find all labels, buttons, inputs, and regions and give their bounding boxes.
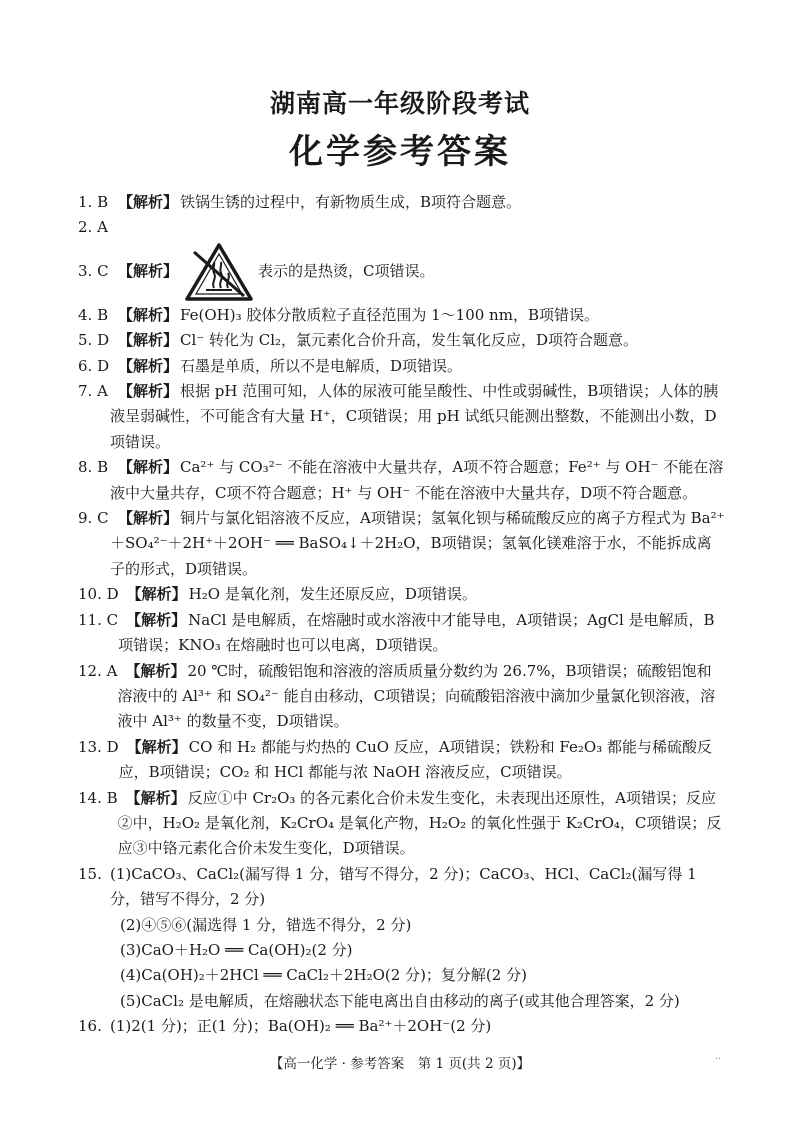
analysis-tag: 【解析】 [126, 610, 187, 629]
answer-item-15 [78, 862, 726, 1014]
answer-text: 反应①中 Cr₂O₃ 的各元素化合价未发生变化，未表现出还原性，A项错误；反应②中，H₂O₂ 是氧化剂，K₂CrO₄ 是氧化产物，H₂O₂ 的氧化性强于 K₂CrO₄，C项错误；反应③中铬元素化合价未发生变化，D项错误。 [117, 788, 722, 858]
answer-item-16 [78, 1014, 726, 1039]
analysis-tag: 【解析】 [126, 737, 187, 756]
analysis-tag: 【解析】 [125, 788, 186, 807]
analysis-tag: 【解析】 [118, 305, 179, 324]
sub-answer-1: (1)2(1 分)；正(1 分)；Ba(OH)₂ ══ Ba²⁺＋2OH⁻(2 分) [110, 1017, 492, 1036]
answer-number: 5. D [78, 331, 110, 350]
answer-item-10 [78, 582, 726, 607]
sub-answer-2: (2)④⑤⑥(漏选得 1 分，错选不得分，2 分) [120, 915, 412, 934]
sub-answer-3: (3)CaO＋H₂O ══ Ca(OH)₂(2 分) [120, 940, 353, 959]
answer-text: NaCl 是电解质，在熔融时或水溶液中才能导电，A项错误；AgCl 是电解质，B项错误；KNO₃ 在熔融时也可以电离，D项错误。 [118, 610, 715, 655]
answer-number: 11. C [78, 610, 119, 629]
answer-text: Cl⁻ 转化为 Cl₂，氯元素化合价升高，发生氧化反应，D项符合题意。 [180, 331, 639, 350]
analysis-tag: 【解析】 [118, 382, 179, 401]
answer-item-13 [78, 735, 726, 786]
answer-text: 根据 pH 范围可知，人体的尿液可能呈酸性、中性或弱碱性，B项错误；人体的胰液呈弱碱性，不可能含有大量 H⁺，C项错误；用 pH 试纸只能测出整数，不能测出小数，D项错误。 [110, 382, 719, 451]
answer-item-2 [78, 215, 726, 240]
answer-text: H₂O 是氧化剂，发生还原反应，D项错误。 [188, 585, 477, 604]
answer-number: 8. B [78, 458, 109, 477]
answer-text: 铁锅生锈的过程中，有新物质生成，B项符合题意。 [180, 193, 522, 211]
sub-answer-4: (4)Ca(OH)₂＋2HCl ══ CaCl₂＋2H₂O(2 分)；复分解(2 分) [120, 966, 527, 985]
answer-text: 20 ℃时，硫酸铝饱和溶液的溶质质量分数约为 26.7%，B项错误；硫酸铝饱和溶液中的 Al³⁺ 和 SO₄²⁻ 能自由移动，C项错误；向硫酸铝溶液中滴加少量氯化钡溶液，溶液中 Al³⁺ 的数量不变，D项错误。 [117, 661, 716, 731]
analysis-tag: 【解析】 [118, 193, 179, 211]
sub-answer-1: (1)CaCO₃、CaCl₂(漏写得 1 分，错写不得分，2 分)；CaCO₃、HCl、CaCl₂(漏写得 1 分，错写不得分，2 分) [110, 864, 697, 909]
analysis-tag: 【解析】 [118, 331, 179, 350]
answer-text: Ca²⁺ 与 CO₃²⁻ 不能在溶液中大量共存，A项不符合题意；Fe²⁺ 与 OH⁻ 不能在溶液中大量共存，C项不符合题意；H⁺ 与 OH⁻ 不能在溶液中大量共存，D项不符合题意。 [110, 458, 724, 502]
answer-item-3 [78, 241, 726, 303]
answer-number: 3. C [78, 262, 109, 281]
exam-title: 湖南高一年级阶段考试 [269, 89, 530, 118]
answer-list [78, 190, 726, 1040]
page-footer: 【高一化学 · 参考答案 第 1 页(共 2 页)】 [269, 1056, 531, 1072]
analysis-tag: 【解析】 [118, 509, 179, 528]
answer-number: 14. B [78, 788, 118, 807]
answer-number: 7. A [78, 382, 108, 401]
answer-number: 2. A [78, 218, 108, 237]
analysis-tag: 【解析】 [118, 458, 179, 477]
analysis-tag: 【解析】 [125, 661, 186, 680]
answer-number: 15. [78, 864, 102, 883]
answer-item-7 [78, 379, 726, 455]
answer-item-4 [78, 303, 726, 328]
answer-item-12 [78, 659, 726, 735]
answer-item-1 [78, 190, 726, 215]
answer-item-14 [78, 786, 726, 862]
answer-number: 12. A [78, 661, 118, 680]
answer-number: 1. B [78, 193, 109, 211]
answer-text: 石墨是单质，所以不是电解质，D项错误。 [180, 356, 463, 375]
answer-text: CO 和 H₂ 都能与灼热的 CuO 反应，A项错误；铁粉和 Fe₂O₃ 都能与稀硫酸反应，B项错误；CO₂ 和 HCl 都能与浓 NaOH 溶液反应，C项错误。 [118, 737, 712, 782]
analysis-tag: 【解析】 [118, 356, 179, 375]
hot-surface-warning-icon [184, 242, 254, 302]
answer-number: 16. [78, 1017, 102, 1036]
answer-number: 4. B [78, 305, 109, 324]
answer-item-9 [78, 506, 726, 582]
answer-text: 表示的是热烫，C项错误。 [258, 262, 435, 281]
answer-item-8 [78, 455, 726, 506]
answer-number: 10. D [78, 585, 119, 604]
analysis-tag: 【解析】 [126, 585, 187, 604]
answer-number: 9. C [78, 509, 109, 528]
answer-number: 13. D [78, 737, 119, 756]
answer-number: 6. D [78, 356, 110, 375]
answer-item-5 [78, 328, 726, 353]
sub-answer-5: (5)CaCl₂ 是电解质，在熔融状态下能电离出自由移动的离子(或其他合理答案，2 分) [120, 991, 680, 1010]
answer-item-6 [78, 354, 726, 379]
answer-text: 铜片与氯化铝溶液不反应，A项错误；氢氧化钡与稀硫酸反应的离子方程式为 Ba²⁺＋SO₄²⁻＋2H⁺＋2OH⁻ ══ BaSO₄↓＋2H₂O，B项错误；氢氧化镁难溶于水，不能拆成离子的形式，D项错误。 [110, 509, 725, 578]
corner-mark: ·· [715, 1054, 722, 1065]
document-title: 化学参考答案 [289, 132, 511, 172]
answer-item-11 [78, 608, 726, 659]
analysis-tag: 【解析】 [118, 262, 179, 281]
answer-text: Fe(OH)₃ 胶体分散质粒子直径范围为 1～100 nm，B项错误。 [180, 305, 599, 324]
